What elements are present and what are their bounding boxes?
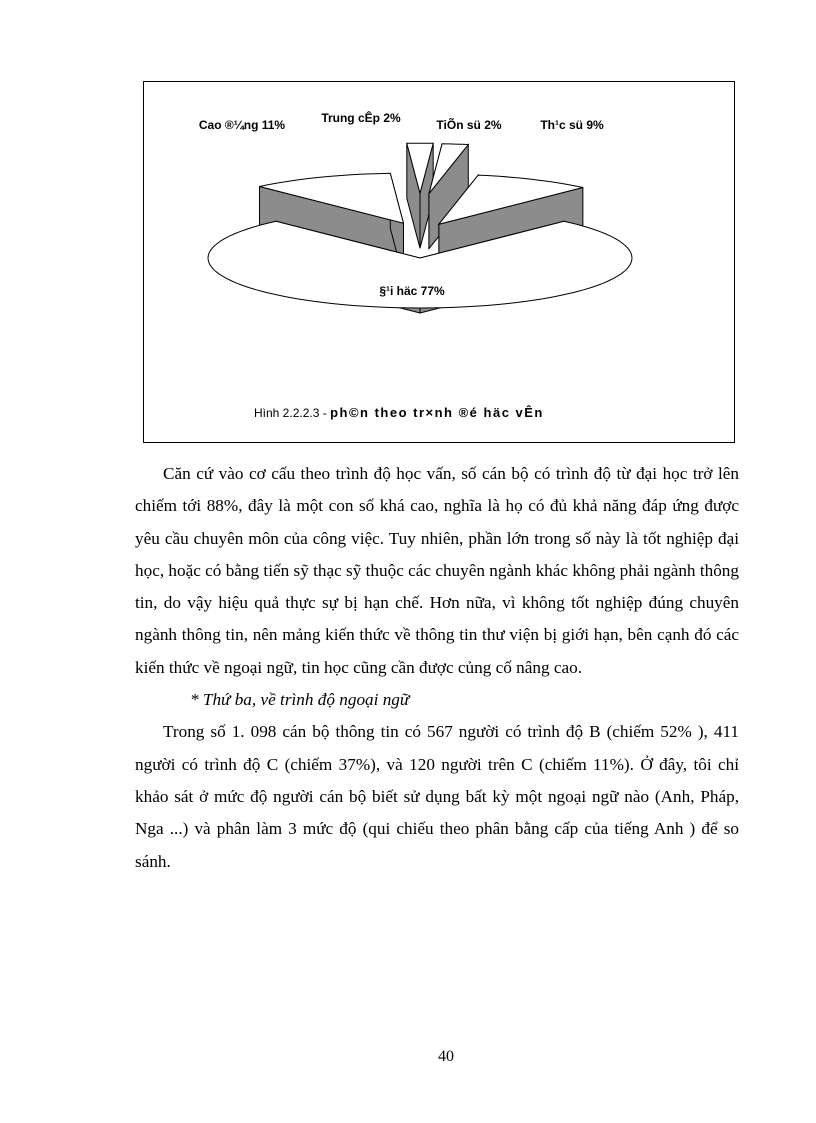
caption-number: Hình 2.2.2.3 -	[254, 406, 327, 420]
chart-frame	[143, 81, 735, 443]
section-subheading: * Thứ ba, về trình độ ngoại ngữ	[190, 690, 410, 710]
slice-label-4: §¹i häc 77%	[379, 284, 445, 298]
page-number: 40	[438, 1048, 454, 1065]
paragraph-education-analysis: Căn cứ vào cơ cấu theo trình độ học vấn, số cán bộ có trình độ từ đại học trở lên chiếm tới 88%, đây là một con số khá cao, nghĩa là họ có đủ khả năng đáp ứng được yêu cầu chuyên môn của công việc. Tuy nhiên, phần lớn trong số này là tốt nghiệp đại học, hoặc có bằng tiến sỹ thạc sỹ thuộc các chuyên ngành khác không phải ngành thông tin, do vậy hiệu quả thực sự bị hạn chế. Hơn nữa, vì không tốt nghiệp đúng chuyên ngành thông tin, nên mảng kiến thức về thông tin thư viện bị giới hạn, bên cạnh đó các kiến thức về ngoại ngữ, tin học cũng cần được củng cố nâng cao.	[135, 464, 739, 677]
paragraph-language-levels: Trong số 1. 098 cán bộ thông tin có 567 người có trình độ B (chiếm 52% ), 411 người có trình độ C (chiếm 37%), và 120 người trên C (chiếm 11%). Ở đây, tôi chỉ khảo sát ở mức độ người cán bộ biết sử dụng bất kỳ một ngoại ngữ nào (Anh, Pháp, Nga ...) và phân làm 3 mức độ (qui chiếu theo phân bằng cấp của tiếng Anh ) để so sánh.	[135, 722, 739, 871]
caption-text: ph©n theo tr×nh ®é häc vÊn	[330, 405, 544, 420]
slice-label-1: Trung cÊp 2%	[321, 111, 401, 125]
figure-caption	[254, 405, 544, 420]
body-text	[135, 458, 739, 878]
slice-label-3: Th¹c sü 9%	[540, 118, 604, 132]
pie-chart	[144, 82, 734, 442]
slice-label-0: Cao ®¼ng 11%	[198, 118, 286, 132]
slice-label-2: TiÕn sü 2%	[436, 118, 502, 132]
